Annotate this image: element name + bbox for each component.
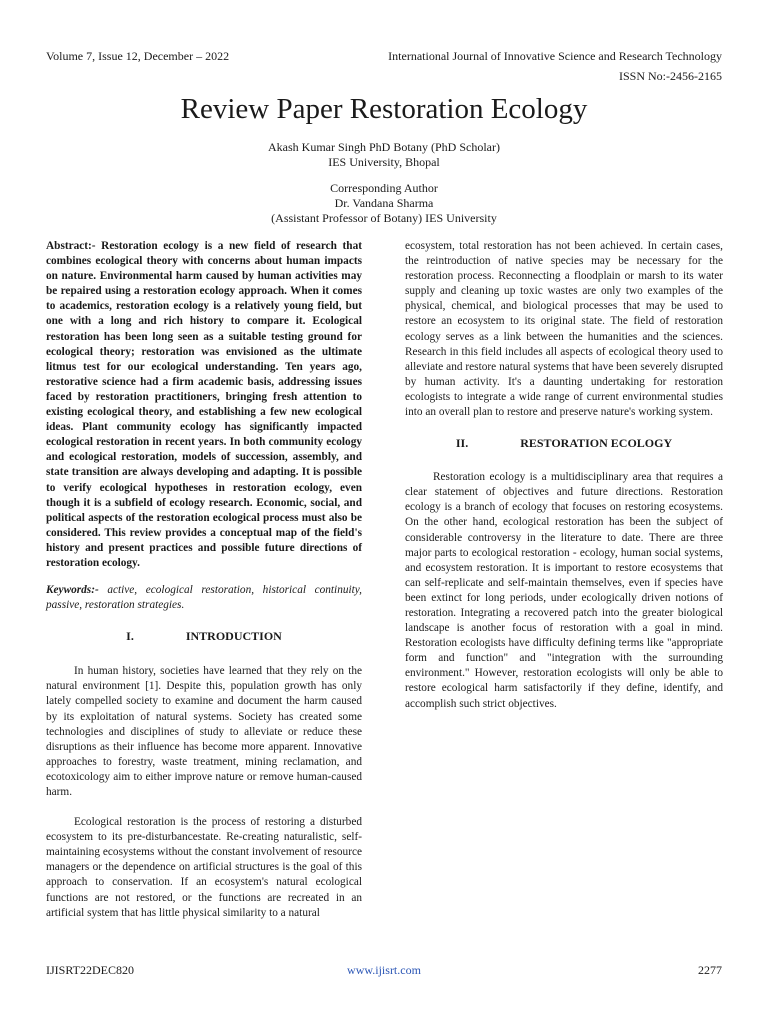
section-title: RESTORATION ECOLOGY xyxy=(520,436,673,451)
abstract: Abstract:- Restoration ecology is a new field of research that combines ecological theory with concerns about human impacts on nature. Environmental harm caused by human activities may be repaired using a restoration ecology approach. When it comes to academics, restoration ecology is a relatively young field, but one with a long and rich history to compare it. Ecological restoration has been long seen as a suitable testing ground for ecological theory; restoration was envisioned as the ultimate litmus test for our ecological understanding. Ten years ago, restorative science had a firm academic basis, addressing issues faced by restoration practitioners, bringing fresh attention to existing ecological theory, and establishing a few new ecological ideas. Plant community ecology has significantly impacted ecological restoration in recent years. In both community ecology and ecological restoration, models of succession, assembly, and state transition are always developing and adapting. It is possible to verify ecological hypotheses in restoration ecology, even though it is a subfield of ecology research. Economic, social, and political aspects of the restoration ecological process must also be considered. This review provides a conceptual map of the field's history and present practices and possible future directions of restoration ecology. xyxy=(46,240,362,569)
section-title: INTRODUCTION xyxy=(185,629,282,644)
section-heading-restoration-ecology xyxy=(405,436,723,451)
keywords-label: Keywords:- xyxy=(46,584,99,597)
section-number: II. xyxy=(455,436,469,451)
left-column xyxy=(46,239,362,921)
keywords xyxy=(46,583,362,613)
corresponding-role: (Assistant Professor of Botany) IES University xyxy=(271,211,497,225)
journal-name: International Journal of Innovative Science and Research Technology xyxy=(388,49,722,63)
corresponding-label: Corresponding Author xyxy=(330,181,438,195)
author-line: Akash Kumar Singh PhD Botany (PhD Scholar) xyxy=(268,140,500,154)
intro-paragraph-continued: ecosystem, total restoration has not been achieved. In certain cases, the reintroduction of native species may be necessary for the restoration process. Reconnecting a floodplain or marsh to its water supply and cleaning up toxic wastes are only two examples of the physical, chemical, and biological processes that may be used to restore an ecosystem to its original state. The field of restoration ecology serves as a link between the humanities and the sciences. Research in this field includes all aspects of ecological theory used to alleviate and restore natural systems that have been severely disrupted by human activity. It's a daunting undertaking for restoration ecologists to integrate a wide range of current environmental studies into an overall plan to restore and preserve nature's working system. xyxy=(405,240,723,419)
intro-paragraph-2: Ecological restoration is the process of restoring a disturbed ecosystem to its pre-disturbancestate. Re-creating naturalistic, self-maintaining ecosystems without the constant involvement of resource managers or the dependence on artificial structures is the goal of this approach to conservation. If an ecosystem's natural ecological functions are not restored, or the functions are recreated in an artificial system that has little physical similarity to a natural xyxy=(46,816,362,919)
section-number: I. xyxy=(126,629,134,644)
issn: ISSN No:-2456-2165 xyxy=(618,69,722,83)
restoration-paragraph-1: Restoration ecology is a multidisciplinary area that requires a clear statement of objectives and future directions. Restoration ecology is a branch of ecology that focuses on restoring ecosystems. On the other hand, ecological restoration has been the subject of considerable controversy in the literature to date. There are three major parts to ecological restoration - ecology, human social systems, and ecosystem restoration. It is important to restore ecosystems that can self-replicate and self-maintain themselves, even if species have been extinct for long periods, under ecologically driven notions of restoration. Integrating a recovered patch into the greater biological landscape is another focus of restoration with a goal in mind. Restoration ecologists have difficulty defining terms like "appropriate form and function" and "integration with the surrounding environment." However, restoration ecologists will only be able to restore ecological harm satisfactorily if they define, identify, and accomplish such strict objectives. xyxy=(405,471,723,710)
paper-id: IJISRT22DEC820 xyxy=(46,963,134,977)
keywords-text: active, ecological restoration, historical continuity, passive, restoration strategies. xyxy=(46,584,362,612)
website-link[interactable]: www.ijisrt.com xyxy=(347,963,421,977)
right-column xyxy=(405,239,723,712)
author-affiliation: IES University, Bhopal xyxy=(328,155,440,169)
intro-paragraph-1: In human history, societies have learned that they rely on the natural environment [1]. Despite this, population growth has only lately compelled society to examine and document the harm caused by its exploitation of natural systems. Society has created some technologies and disciplines of study to alleviate or reduce these disruptions as their influence has become more apparent. Innovative approaches to forestry, waste treatment, mining reclamation, and ecotoxicology aim to either improve nature or remove human-caused harm. xyxy=(46,665,362,798)
page-number: 2277 xyxy=(698,963,722,977)
section-heading-introduction xyxy=(46,629,362,644)
paper-title: Review Paper Restoration Ecology xyxy=(180,93,588,125)
corresponding-name: Dr. Vandana Sharma xyxy=(334,196,434,210)
volume-info: Volume 7, Issue 12, December – 2022 xyxy=(46,49,230,63)
